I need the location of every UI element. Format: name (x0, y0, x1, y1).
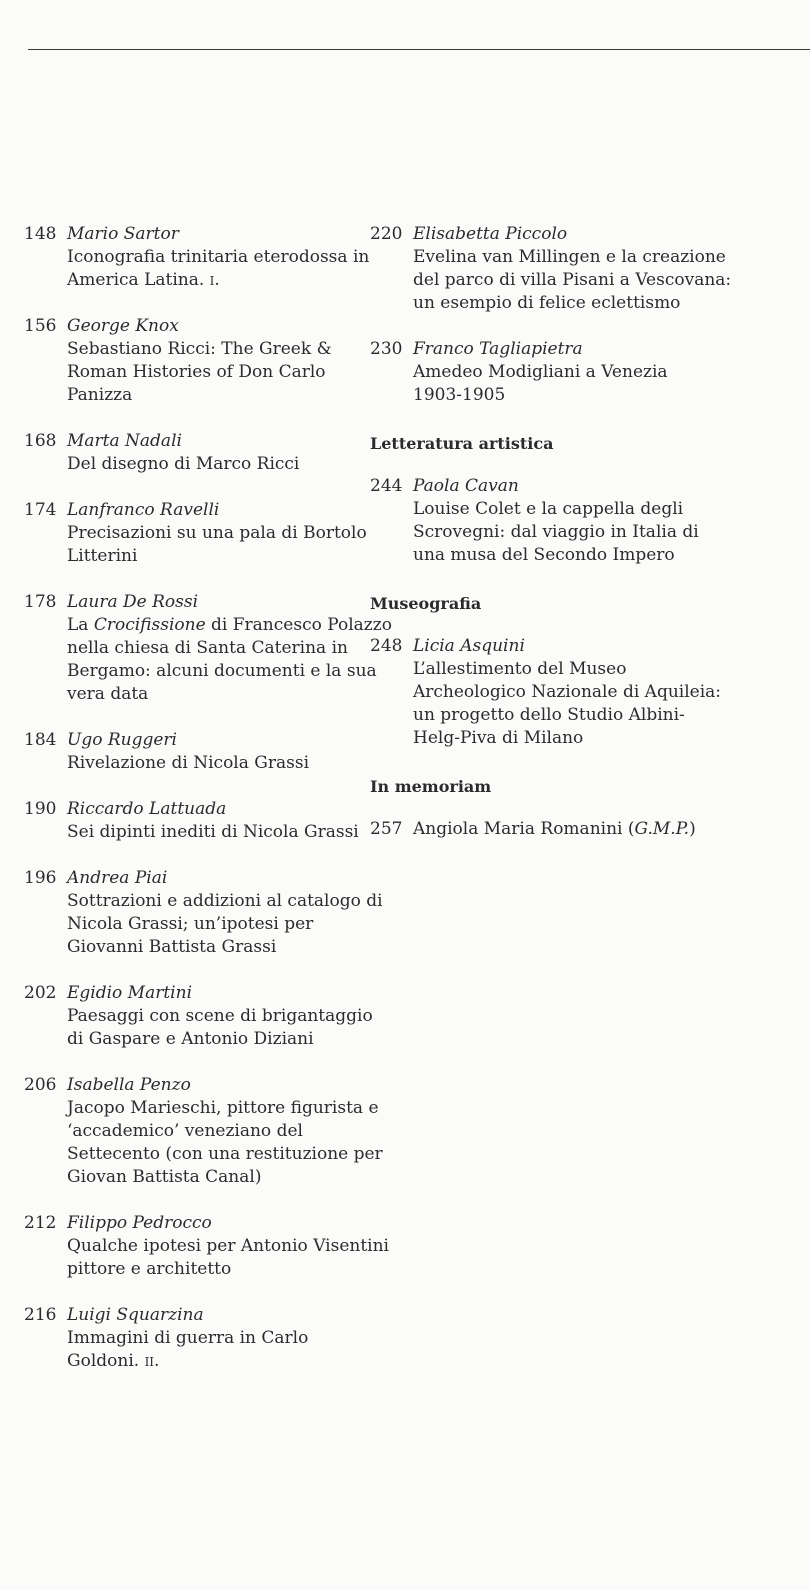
entry-title-line: Immagini di guerra in Carlo (67, 1328, 309, 1348)
entry-title-line: Nicola Grassi; un’ipotesi per (67, 914, 314, 934)
page-number: 244 (370, 476, 403, 496)
entry-author: Elisabetta Piccolo (413, 224, 568, 244)
entry-author: Franco Tagliapietra (413, 339, 583, 359)
entry-title-line: Sebastiano Ricci: The Greek & (67, 339, 332, 359)
page-number: 202 (24, 983, 57, 1003)
page-number: 148 (24, 224, 57, 244)
toc-entry (370, 635, 722, 750)
small-caps-text: i. (209, 270, 220, 290)
entry-title-line: un progetto dello Studio Albini- (413, 705, 685, 725)
entry-title-line: Archeologico Nazionale di Aquileia: (413, 682, 722, 702)
entry-author: Andrea Piai (67, 868, 168, 888)
entry-title-line: pittore e architetto (67, 1259, 232, 1279)
entry-title-line: Settecento (con una restituzione per (67, 1144, 383, 1164)
entry-author: Egidio Martini (67, 983, 193, 1003)
entry-title-line: Litterini (67, 546, 138, 566)
page-number: 216 (24, 1305, 57, 1325)
entry-title-line: Giovan Battista Canal) (67, 1167, 262, 1187)
entry-author: Isabella Penzo (67, 1075, 191, 1095)
entry-title-line: ‘accademico’ veneziano del (67, 1121, 303, 1141)
page-number: 257 (370, 819, 403, 839)
entry-title-line: Qualche ipotesi per Antonio Visentini (67, 1236, 389, 1256)
toc-entry (370, 818, 700, 841)
toc-entry (24, 867, 383, 959)
page-number: 178 (24, 592, 57, 612)
page-number: 190 (24, 799, 57, 819)
page-number: 184 (24, 730, 57, 750)
entry-title-line: nella chiesa di Santa Caterina in (67, 638, 348, 658)
entry-title-line: Iconografia trinitaria eterodossa in (67, 247, 370, 267)
entry-author: Paola Cavan (413, 476, 519, 496)
entry-title-line: La Crocifissione di Francesco Polazzo (67, 615, 392, 635)
toc-entry (24, 798, 359, 844)
entry-title-line: Sei dipinti inediti di Nicola Grassi (67, 822, 359, 842)
toc-right-column (370, 223, 732, 864)
entry-title-line: Goldoni. ii. (67, 1351, 160, 1371)
entry-title-line: Roman Histories of Don Carlo (67, 362, 326, 382)
page-number: 248 (370, 636, 403, 656)
italic-text: G.M.P. (634, 819, 690, 839)
entry-title-line: una musa del Secondo Impero (413, 545, 675, 565)
page-number: 196 (24, 868, 57, 888)
section-heading: Museografia (370, 594, 482, 613)
entry-author: Ugo Ruggeri (67, 730, 177, 750)
toc-entry (24, 315, 354, 407)
entry-title-line: Del disegno di Marco Ricci (67, 454, 300, 474)
toc-entry (24, 223, 370, 292)
entry-title-line: del parco di villa Pisani a Vescovana: (413, 270, 732, 290)
toc-entry (370, 338, 700, 407)
entry-author: Lanfranco Ravelli (67, 500, 220, 520)
toc-entry (24, 1074, 383, 1189)
toc-entry (24, 430, 354, 476)
entry-title-line: Giovanni Battista Grassi (67, 937, 277, 957)
entry-title-line: America Latina. i. (67, 270, 220, 290)
entry-title-line: Scrovegni: dal viaggio in Italia di (413, 522, 699, 542)
entry-author: Luigi Squarzina (67, 1305, 204, 1325)
entry-author: Laura De Rossi (67, 592, 199, 612)
entry-title-line: Angiola Maria Romanini (G.M.P.) (413, 819, 696, 839)
entry-author: Filippo Pedrocco (67, 1213, 212, 1233)
small-caps-text: ii. (144, 1351, 160, 1371)
toc-entry (24, 729, 354, 775)
entry-title-line: un esempio di felice eclettismo (413, 293, 681, 313)
toc-entry (370, 223, 732, 315)
entry-title-line: Sottrazioni e addizioni al catalogo di (67, 891, 383, 911)
entry-title-line: vera data (67, 684, 149, 704)
toc-entry (24, 499, 367, 568)
entry-title-line: Helg-Piva di Milano (413, 728, 584, 748)
entry-title-line: Bergamo: alcuni documenti e la sua (67, 661, 377, 681)
section-heading: Letteratura artistica (370, 434, 554, 453)
entry-title-line: Evelina van Millingen e la creazione (413, 247, 726, 267)
toc-entry (24, 982, 373, 1051)
entry-title-line: Amedeo Modigliani a Venezia (413, 362, 668, 382)
page-number: 168 (24, 431, 57, 451)
entry-author: Licia Asquini (413, 636, 525, 656)
page-number: 206 (24, 1075, 57, 1095)
page-number: 220 (370, 224, 403, 244)
page-number: 174 (24, 500, 57, 520)
page-number: 156 (24, 316, 57, 336)
entry-title-line: Louise Colet e la cappella degli (413, 499, 684, 519)
entry-title-line: Panizza (67, 385, 133, 405)
page-number: 212 (24, 1213, 57, 1233)
entry-title-line: L’allestimento del Museo (413, 659, 627, 679)
entry-title-line: 1903-1905 (413, 385, 506, 405)
toc-entry (370, 475, 700, 567)
toc-entry (24, 1304, 354, 1373)
toc-entry (24, 1212, 389, 1281)
entry-title-line: di Gaspare e Antonio Diziani (67, 1029, 314, 1049)
italic-text: Crocifissione (93, 615, 206, 635)
entry-author: Riccardo Lattuada (67, 799, 227, 819)
entry-title-line: Paesaggi con scene di brigantaggio (67, 1006, 373, 1026)
entry-author: Mario Sartor (67, 224, 179, 244)
entry-title-line: Precisazioni su una pala di Bortolo (67, 523, 367, 543)
page-number: 230 (370, 339, 403, 359)
entry-title-line: Jacopo Marieschi, pittore figurista e (67, 1098, 379, 1118)
entry-author: George Knox (67, 316, 179, 336)
entry-author: Marta Nadali (67, 431, 182, 451)
top-rule (28, 49, 810, 50)
section-heading: In memoriam (370, 777, 492, 796)
entry-title-line: Rivelazione di Nicola Grassi (67, 753, 310, 773)
